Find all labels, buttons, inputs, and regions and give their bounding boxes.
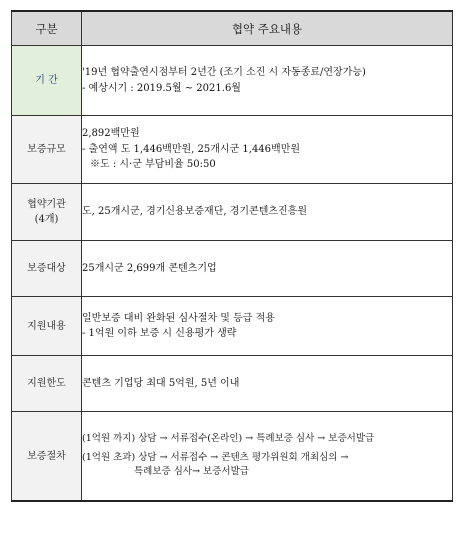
content-line: - 출연액 도 1,446백만원, 25개시군 1,446백만원 xyxy=(82,143,301,155)
row-label xyxy=(12,241,82,297)
row-content xyxy=(82,412,453,502)
table-row xyxy=(12,46,453,116)
row-content xyxy=(82,184,453,241)
table-header-row xyxy=(12,11,453,46)
row-label xyxy=(12,412,82,502)
content-line: (1억원 까지) 상담 → 서류접수(온라인) → 특례보증 심사 → 보증서발급 xyxy=(82,432,375,444)
row-content xyxy=(82,116,453,184)
row-label xyxy=(12,46,82,116)
content-line: '19년 협약출연시점부터 2년간 (조기 소진 시 자동종료/연장가능) xyxy=(82,67,366,78)
label-line: 지원한도 xyxy=(27,378,66,389)
label-line: 기 간 xyxy=(35,75,58,86)
row-label xyxy=(12,356,82,412)
content-line: 25개시군 2,699개 콘텐츠기업 xyxy=(82,262,217,274)
content-line: - 예상시기 : 2019.5월 ~ 2021.6월 xyxy=(82,82,241,94)
content-line: (1억원 초과) 상담 → 서류접수 → 콘텐츠 평가위원회 개최심의 → xyxy=(82,451,349,463)
content-line: - 1억원 이하 보증 시 신용평가 생략 xyxy=(82,328,237,339)
content-line: 일반보증 대비 완화된 심사절차 및 등급 적용 xyxy=(82,312,275,324)
content-line: ※도 : 시·군 부담비율 50:50 xyxy=(90,159,216,171)
table-row xyxy=(12,297,453,356)
row-label xyxy=(12,116,82,184)
row-content xyxy=(82,241,453,297)
label-line: 보증대상 xyxy=(27,263,66,274)
row-label xyxy=(12,297,82,356)
table-row xyxy=(12,241,453,297)
content-line: 2,892백만원 xyxy=(82,128,140,140)
table-row xyxy=(12,412,453,502)
table-row xyxy=(12,184,453,241)
table-row xyxy=(12,116,453,184)
row-content xyxy=(82,356,453,412)
label-line: 지원내용 xyxy=(27,320,66,332)
label-line: (4개) xyxy=(34,214,59,225)
content-line: 콘텐츠 기업당 최대 5억원, 5년 이내 xyxy=(82,377,240,389)
table-row xyxy=(12,356,453,412)
label-line: 협약기관 xyxy=(27,199,66,210)
header-content: 협약 주요내용 xyxy=(82,11,453,46)
label-line: 보증규모 xyxy=(27,144,66,155)
row-content xyxy=(82,46,453,116)
content-line: 도, 25개시군, 경기신용보증재단, 경기콘텐츠진흥원 xyxy=(82,206,307,218)
row-label xyxy=(12,184,82,241)
row-content xyxy=(82,297,453,356)
label-line: 보증절차 xyxy=(27,450,66,462)
content-line: 특례보증 심사→ 보증서발급 xyxy=(134,466,249,478)
agreement-table xyxy=(11,10,453,502)
header-category: 구분 xyxy=(12,11,82,46)
